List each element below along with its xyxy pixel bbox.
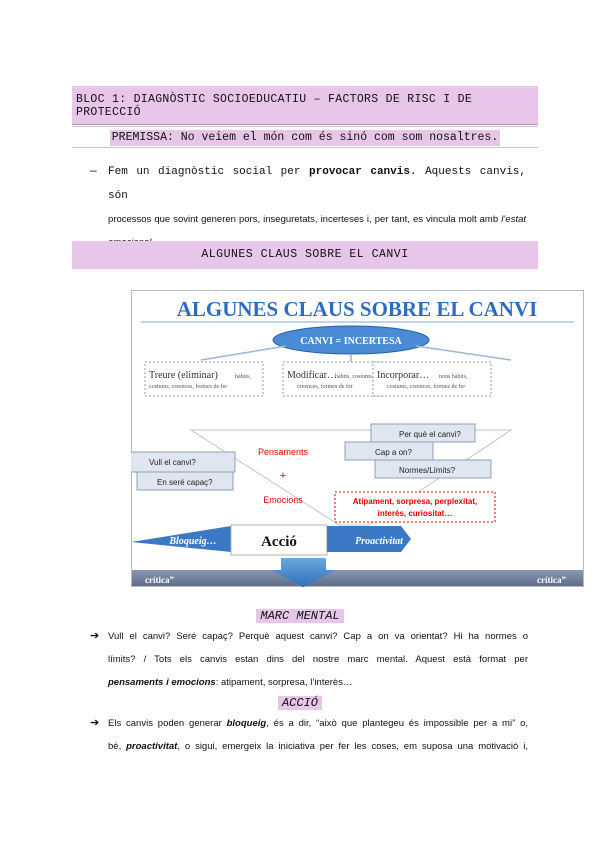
change-keys-diagram <box>131 290 584 587</box>
action-text-c: , és a dir, “això que plantegeu és impossible per a mi” o, <box>266 718 528 729</box>
blockage-label: Bloqueig… <box>169 536 217 547</box>
norms-label: Normes/Límits? <box>399 466 456 475</box>
mental-frame-em: pensaments i emocions <box>108 677 216 688</box>
block-title-bar <box>72 86 538 125</box>
remove-detail-b: costums, creences, formes de fer <box>149 384 228 390</box>
modify-detail-a: hàbits, costums, <box>335 374 374 380</box>
action-paragraph <box>108 712 528 758</box>
remove-title: Treure (eliminar) <box>149 370 218 381</box>
critique-right: crítica” <box>537 575 566 585</box>
modify-detail-b: creences, formes de fer <box>297 384 353 390</box>
mental-frame-line1: Vull el canvi? Seré capaç? Perquè aquest canvi? Cap a on va orientat? Hi ha normes o <box>108 631 528 642</box>
arrow-bullet-2: ➔ <box>90 717 100 729</box>
modify-title: Modificar… <box>287 370 337 381</box>
bottom-band <box>132 570 583 586</box>
intro-text-line2: processos que sovint generen pors, inseguretats, incerteses i, per tant, es vincula molt amb <box>108 214 499 225</box>
emotions-detail-1: Atipament, sorpresa, perplexitat, <box>352 497 478 506</box>
arrow-bullet-1: ➔ <box>90 630 100 642</box>
action-heading <box>0 693 600 711</box>
action-text-f: , o sigui, emergeix la iniciativa per fer les coses, em suposa una motivació i, <box>177 741 528 752</box>
intro-text-bold: provocar canvis <box>309 166 410 178</box>
intro-text-c: . Aquests canvis, són <box>108 166 526 202</box>
diagram-title: ALGUNES CLAUS SOBRE EL CANVI <box>176 297 538 321</box>
mental-frame-heading <box>0 606 600 624</box>
action-text-b: bloqueig <box>226 718 267 729</box>
premise-bar <box>72 126 538 148</box>
thoughts-label: Pensaments <box>257 447 309 457</box>
incorporate-title: Incorporar… <box>377 370 430 381</box>
plus-sign: + <box>279 470 287 482</box>
action-text-e: proactivitat <box>126 741 178 752</box>
section-title-bar <box>72 241 538 269</box>
incorporate-detail-a: nous hàbits, <box>439 374 468 380</box>
premise-text: PREMISSA: No veiem el món com és sinó com som nosaltres. <box>111 131 499 144</box>
block-title: BLOC 1: DIAGNÒSTIC SOCIOEDUCATIU – FACTORS DE RISC I DE PROTECCIÓ <box>76 93 473 119</box>
uncertainty-label: CANVI = INCERTESA <box>300 336 402 347</box>
mental-frame-line3: : atipament, sorpresa, l’interès… <box>215 677 353 688</box>
where-label: Cap a on? <box>375 448 412 457</box>
section-title: ALGUNES CLAUS SOBRE EL CANVI <box>201 248 409 261</box>
critique-left: crítica” <box>145 575 174 585</box>
why-label: Per què el canvi? <box>399 430 461 439</box>
action-text-a: Els canvis poden generar <box>108 718 227 729</box>
intro-text-em: l’estat <box>501 214 527 225</box>
mental-frame-line2: límits? / Tots els canvis estan dins del nostre marc mental. Aquest està format per <box>108 654 528 665</box>
incorporate-detail-b: costums, creences, formes de fer <box>387 384 466 390</box>
mental-frame-paragraph <box>108 625 528 694</box>
able-label: En seré capaç? <box>157 478 213 487</box>
action-title: ACCIÓ <box>278 696 322 710</box>
want-label: Vull el canvi? <box>149 458 196 467</box>
proactivity-label: Proactivitat <box>355 536 403 547</box>
remove-detail-a: hàbits, <box>235 374 251 380</box>
emotions-detail-2: interès, curiositat… <box>377 509 453 518</box>
action-label: Acció <box>261 534 297 550</box>
emotions-label: Emocions <box>263 495 303 505</box>
intro-text-a: Fem un diagnòstic social per <box>108 166 310 178</box>
mental-frame-title: MARC MENTAL <box>256 609 343 623</box>
intro-paragraph <box>108 160 526 254</box>
action-text-d: bé, <box>108 741 127 752</box>
dash-bullet: – <box>90 163 97 177</box>
